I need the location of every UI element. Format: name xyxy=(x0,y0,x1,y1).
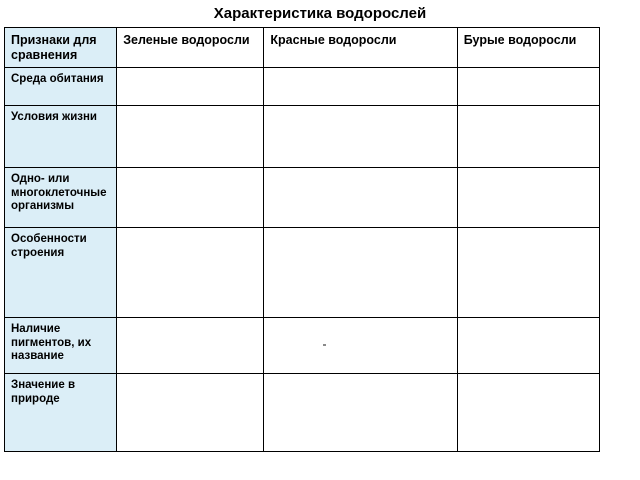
characteristics-table xyxy=(4,27,600,452)
page-title: Характеристика водорослей xyxy=(213,5,427,22)
cell-green[interactable] xyxy=(117,318,264,374)
cell-green[interactable] xyxy=(117,106,264,168)
cell-green[interactable] xyxy=(117,228,264,318)
cell-brown[interactable] xyxy=(457,374,599,452)
cell-brown[interactable] xyxy=(457,106,599,168)
row-label: Одно- или многоклеточные организмы xyxy=(5,168,117,228)
cell-red[interactable] xyxy=(264,168,457,228)
table-row xyxy=(5,68,600,106)
cell-brown[interactable] xyxy=(457,228,599,318)
table-row xyxy=(5,106,600,168)
cell-green[interactable] xyxy=(117,168,264,228)
table-row xyxy=(5,318,600,374)
cell-red[interactable] xyxy=(264,68,457,106)
table-row xyxy=(5,228,600,318)
cell-red[interactable] xyxy=(264,318,457,374)
table-row xyxy=(5,168,600,228)
cell-red[interactable] xyxy=(264,228,457,318)
row-label: Среда обитания xyxy=(5,68,117,106)
column-header-green-algae: Зеленые водоросли xyxy=(117,28,264,68)
cell-green[interactable] xyxy=(117,374,264,452)
table-header-row xyxy=(5,28,600,68)
column-header-criteria: Признаки для сравнения xyxy=(5,28,117,68)
row-label: Особенности строения xyxy=(5,228,117,318)
cell-red[interactable] xyxy=(264,374,457,452)
row-label: Наличие пигментов, их название xyxy=(5,318,117,374)
column-header-red-algae: Красные водоросли xyxy=(264,28,457,68)
cell-red[interactable] xyxy=(264,106,457,168)
row-label: Значение в природе xyxy=(5,374,117,452)
stray-mark-icon xyxy=(323,344,326,346)
cell-brown[interactable] xyxy=(457,168,599,228)
table-row xyxy=(5,374,600,452)
column-header-brown-algae: Бурые водоросли xyxy=(457,28,599,68)
cell-brown[interactable] xyxy=(457,68,599,106)
cell-green[interactable] xyxy=(117,68,264,106)
cell-brown[interactable] xyxy=(457,318,599,374)
row-label: Условия жизни xyxy=(5,106,117,168)
